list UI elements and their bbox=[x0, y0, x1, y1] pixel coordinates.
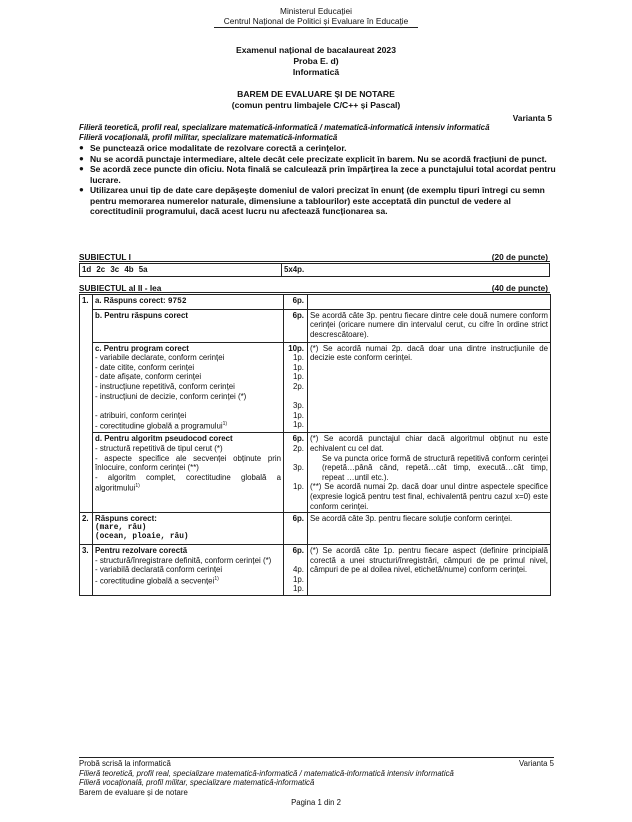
q1b-points: 6p. bbox=[284, 309, 308, 342]
rule-item: ● Se punctează orice modalitate de rezolvare corectă a cerințelor. bbox=[79, 143, 557, 154]
exam-subject: Informatică bbox=[292, 67, 340, 77]
q3-item-points: 1p. bbox=[293, 574, 304, 584]
q1c-label: c. Pentru program corect bbox=[95, 343, 189, 353]
subject-1-answers: 1d 2c 3c 4b 5a bbox=[80, 264, 282, 277]
q1c-total-points: 10p. bbox=[288, 343, 304, 353]
q1a-points: 6p. bbox=[284, 295, 308, 310]
subject-1-header bbox=[79, 252, 550, 262]
q1c-item-text: - corectitudine globală a programului bbox=[95, 421, 223, 431]
q1d-note: Se va puncta orice formă de structură repetitivă conform cerinței (repetă…până când, repetă…cât timp, execută…cât timp, repeat …until etc.). bbox=[322, 453, 548, 482]
table-row bbox=[80, 433, 551, 513]
q1d-label: d. Pentru algoritm pseudocod corect bbox=[95, 434, 233, 444]
variant-label: Varianta 5 bbox=[512, 113, 552, 123]
q1c-points bbox=[284, 342, 308, 433]
q1c-item bbox=[95, 420, 281, 431]
footer-profile-1: Filieră teoretică, profil real, specializare matematică-informatică / matematică-informatică intensiv informatică bbox=[79, 769, 454, 778]
q1a-note bbox=[308, 295, 551, 310]
table-row bbox=[80, 342, 551, 433]
q1c-note: (*) Se acordă numai 2p. dacă doar una dintre instrucțiunile de decizie este conform cerinței. bbox=[308, 342, 551, 433]
footer-barem: Barem de evaluare și de notare bbox=[79, 788, 188, 797]
q1c-item: - variabile declarate, conform cerinței bbox=[95, 353, 225, 363]
q3-label: Pentru rezolvare corectă bbox=[95, 545, 188, 555]
q1b-note: Se acordă câte 3p. pentru fiecare dintre cele două numere conform cerinței (oricare numere din intervalul cerut, cu cifre în ordine strict descrescătoare). bbox=[308, 309, 551, 342]
subject-2-points: (40 de puncte) bbox=[491, 283, 548, 293]
q1d-item-text: - algoritm complet, corectitudine globală a algoritmului bbox=[95, 472, 281, 493]
table-row bbox=[80, 295, 551, 310]
subject-1-title: SUBIECTUL I bbox=[79, 252, 131, 262]
q3-item-text: - corectitudine globală a secvenței bbox=[95, 576, 215, 586]
q1c-item-points: 1p. bbox=[293, 362, 304, 372]
q1c-item-points: 1p. bbox=[293, 410, 304, 420]
footnote-mark: 1) bbox=[135, 483, 140, 490]
q1c-item-points: 3p. bbox=[293, 401, 304, 411]
q2-note: Se acordă câte 3p. pentru fiecare soluție conform cerinței. bbox=[308, 513, 551, 545]
q2-answer: (mare, râu) bbox=[95, 523, 147, 532]
rules-list bbox=[79, 143, 557, 217]
q1d-note: (*) Se acordă punctajul chiar dacă algoritmul obținut nu este echivalent cu cel dat. bbox=[310, 434, 548, 453]
rule-item: ● Nu se acordă punctaje intermediare, altele decât cele precizate explicit în barem. Nu se acordă fracțiuni de punct. bbox=[79, 154, 557, 165]
q1d-item: - aspecte specifice ale secvenței obținute prin înlocuire, conform cerinței (**) bbox=[95, 453, 281, 473]
q3-item: - structură/înregistrare definită, conform cerinței (*) bbox=[95, 555, 272, 565]
question-number: 1. bbox=[80, 295, 93, 513]
q1a-label: a. Răspuns corect: bbox=[95, 296, 166, 305]
q1d-item-points: 1p. bbox=[293, 482, 304, 492]
q3-cell bbox=[93, 544, 284, 595]
profile-line-2: Filieră vocațională, profil militar, specializare matematică-informatică bbox=[79, 133, 338, 142]
q3-points bbox=[284, 544, 308, 595]
q1c-item: - date citite, conform cerinței bbox=[95, 362, 195, 372]
subject-2-header bbox=[79, 283, 550, 293]
table-row bbox=[80, 544, 551, 595]
q1c-item-points: 1p. bbox=[293, 353, 304, 363]
subject-1-score: 5x4p. bbox=[282, 264, 550, 277]
subject-1-table bbox=[79, 263, 550, 277]
q1c-item: - date afișate, conform cerinței bbox=[95, 372, 202, 382]
footer-divider bbox=[79, 757, 554, 758]
q1c-item-points: 1p. bbox=[293, 372, 304, 382]
question-number: 3. bbox=[80, 544, 93, 595]
q1c-item-points: 1p. bbox=[293, 420, 304, 430]
subject-2-title: SUBIECTUL al II - lea bbox=[79, 283, 162, 293]
q1c-item: - instrucțiuni de decizie, conform cerinței (*) bbox=[95, 391, 247, 401]
q1c-cell bbox=[93, 342, 284, 433]
q1c-item: - instrucțiune repetitivă, conform cerinței bbox=[95, 381, 235, 391]
q1d-item: - structură repetitivă de tipul cerut (*) bbox=[95, 443, 223, 453]
q2-points: 6p. bbox=[284, 513, 308, 545]
footer-profile-2: Filieră vocațională, profil militar, specializare matematică-informatică bbox=[79, 778, 315, 787]
q2-cell bbox=[93, 513, 284, 545]
q2-answer: (ocean, ploaie, râu) bbox=[95, 533, 189, 542]
q3-item-points: 4p. bbox=[293, 565, 304, 575]
q1d-item-points: 2p. bbox=[293, 443, 304, 453]
exam-title: Examenul național de bacalaureat 2023 bbox=[235, 45, 396, 55]
q1d-item bbox=[95, 473, 281, 494]
q1c-item: - atribuiri, conform cerinței bbox=[95, 410, 187, 420]
footer-variant: Varianta 5 bbox=[519, 759, 554, 768]
footnote-mark: 1) bbox=[214, 575, 219, 582]
rule-item: ● Se acordă zece puncte din oficiu. Nota finală se calculează prin împărțirea la zece a punctajului total acordat pentru lucrare. bbox=[79, 164, 557, 185]
header-divider bbox=[214, 27, 418, 28]
exam-proba: Proba E. d) bbox=[293, 56, 339, 66]
page-number: Pagina 1 din 2 bbox=[291, 798, 341, 807]
q3-item: - variabilă declarată conform cerinței bbox=[95, 565, 223, 575]
footnote-mark: 1) bbox=[222, 421, 228, 428]
center-name: Centrul Național de Politici și Evaluare în Educație bbox=[223, 16, 409, 26]
subject-2-table bbox=[79, 294, 551, 596]
q3-item-points: 1p. bbox=[293, 584, 304, 594]
table-row bbox=[80, 513, 551, 545]
q3-note: (*) Se acordă câte 1p. pentru fiecare aspect (definire principială corectă a unei structuri/înregistrări, câmpuri de pe primul nivel, câmpuri de pe al doilea nivel, etichetă/nume) conform cerinței. bbox=[308, 544, 551, 595]
q1d-cell bbox=[93, 433, 284, 513]
q1d-total-points: 6p. bbox=[292, 434, 304, 444]
subject-1-points: (20 de puncte) bbox=[491, 252, 548, 262]
q3-item bbox=[95, 575, 281, 586]
ministry-name: Ministerul Educației bbox=[280, 6, 352, 16]
barem-title: BAREM DE EVALUARE ȘI DE NOTARE bbox=[237, 89, 395, 99]
q1a-value: 9752 bbox=[167, 298, 187, 306]
q1d-note: (**) Se acordă numai 2p. dacă doar unul dintre aspectele specifice (expresie logică pentru test final, echivalentă pentru cazul x=0) este conform cerinței. bbox=[310, 482, 548, 511]
question-number: 2. bbox=[80, 513, 93, 545]
profile-line-1: Filieră teoretică, profil real, specializare matematică-informatică / matematică-informatică intensiv informatică bbox=[79, 123, 490, 132]
q1d-points bbox=[284, 433, 308, 513]
barem-common: (comun pentru limbajele C/C++ și Pascal) bbox=[231, 100, 401, 110]
q3-total-points: 6p. bbox=[292, 545, 304, 555]
table-row bbox=[80, 309, 551, 342]
rule-item: ● Utilizarea unui tip de date care depășește domeniul de valori precizat în enunț (de exemplu tipuri întregi cu semn pentru memorarea numerelor naturale, dimensiune a tablourilor) este acceptată din punctul de vedere al corectitudinii programului, dacă acest lucru nu afectează funcționarea sa. bbox=[79, 185, 557, 217]
q2-label: Răspuns corect: bbox=[95, 514, 157, 524]
q1a-cell bbox=[93, 295, 284, 310]
footer-left: Probă scrisă la informatică bbox=[79, 759, 171, 768]
q1b-label: b. Pentru răspuns corect bbox=[93, 309, 284, 342]
q1c-item-points: 2p. bbox=[293, 381, 304, 391]
q1d-notes bbox=[308, 433, 551, 513]
q1d-item-points: 3p. bbox=[293, 463, 304, 473]
